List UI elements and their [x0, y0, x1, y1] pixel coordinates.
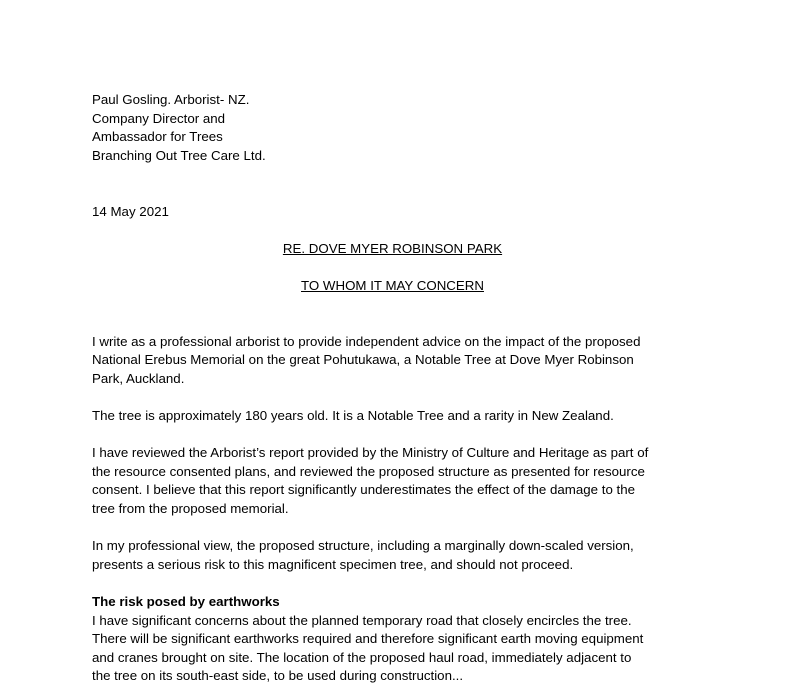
spacer — [92, 296, 702, 315]
paragraph-line: and cranes brought on site. The location of the proposed haul road, immediately adjacent to — [92, 649, 632, 665]
spacer — [92, 519, 702, 538]
spacer — [92, 221, 702, 240]
paragraph-line: presents a serious risk to this magnificent specimen tree, and should not proceed. — [92, 556, 574, 572]
spacer — [92, 314, 702, 333]
section-heading: The risk posed by earthworks — [92, 594, 280, 610]
spacer — [92, 165, 702, 184]
paragraph-line: the resource consented plans, and reviewed the proposed structure as presented for resource — [92, 463, 645, 479]
paragraph-line: The tree is approximately 180 years old. It is a Notable Tree and a rarity in New Zealand. — [92, 408, 614, 424]
sender-line: Branching Out Tree Care Ltd. — [92, 147, 266, 163]
paragraph-line: Park, Auckland. — [92, 370, 185, 386]
paragraph-line: I have reviewed the Arborist’s report provided by the Ministry of Culture and Heritage as part of — [92, 445, 649, 461]
salutation-line: TO WHOM IT MAY CONCERN — [301, 277, 484, 293]
paragraph-line: consent. I believe that this report significantly underestimates the effect of the damage to the — [92, 482, 636, 498]
paragraph-line: National Erebus Memorial on the great Pohutukawa, a Notable Tree at Dove Myer Robinson — [92, 352, 634, 368]
spacer — [92, 574, 702, 593]
spacer — [92, 389, 702, 408]
letter-page — [92, 91, 702, 686]
paragraph-line: I write as a professional arborist to provide independent advice on the impact of the proposed — [92, 333, 641, 349]
paragraph-line: There will be significant earthworks required and therefore significant earth moving equipment — [92, 631, 644, 647]
paragraph-age — [92, 407, 702, 426]
sender-block — [92, 91, 702, 165]
paragraph-line: In my professional view, the proposed structure, including a marginally down-scaled version, — [92, 538, 634, 554]
paragraph-line: I have significant concerns about the planned temporary road that closely encircles the tree. — [92, 612, 632, 628]
paragraph-line: tree from the proposed memorial. — [92, 501, 289, 517]
subject-line: RE. DOVE MYER ROBINSON PARK — [282, 240, 503, 256]
paragraph-view — [92, 537, 702, 574]
sender-line: Ambassador for Trees — [92, 129, 223, 145]
sender-line: Paul Gosling. Arborist- NZ. — [92, 92, 250, 107]
paragraph-review — [92, 444, 702, 518]
letter-date: 14 May 2021 — [92, 203, 169, 219]
spacer — [92, 184, 702, 203]
spacer — [92, 426, 702, 445]
paragraph-line: the tree on its south-east side, to be used during construction... — [92, 668, 464, 684]
section-earthworks — [92, 593, 702, 686]
spacer — [92, 258, 702, 277]
paragraph-intro — [92, 333, 702, 389]
sender-line: Company Director and — [92, 110, 226, 126]
